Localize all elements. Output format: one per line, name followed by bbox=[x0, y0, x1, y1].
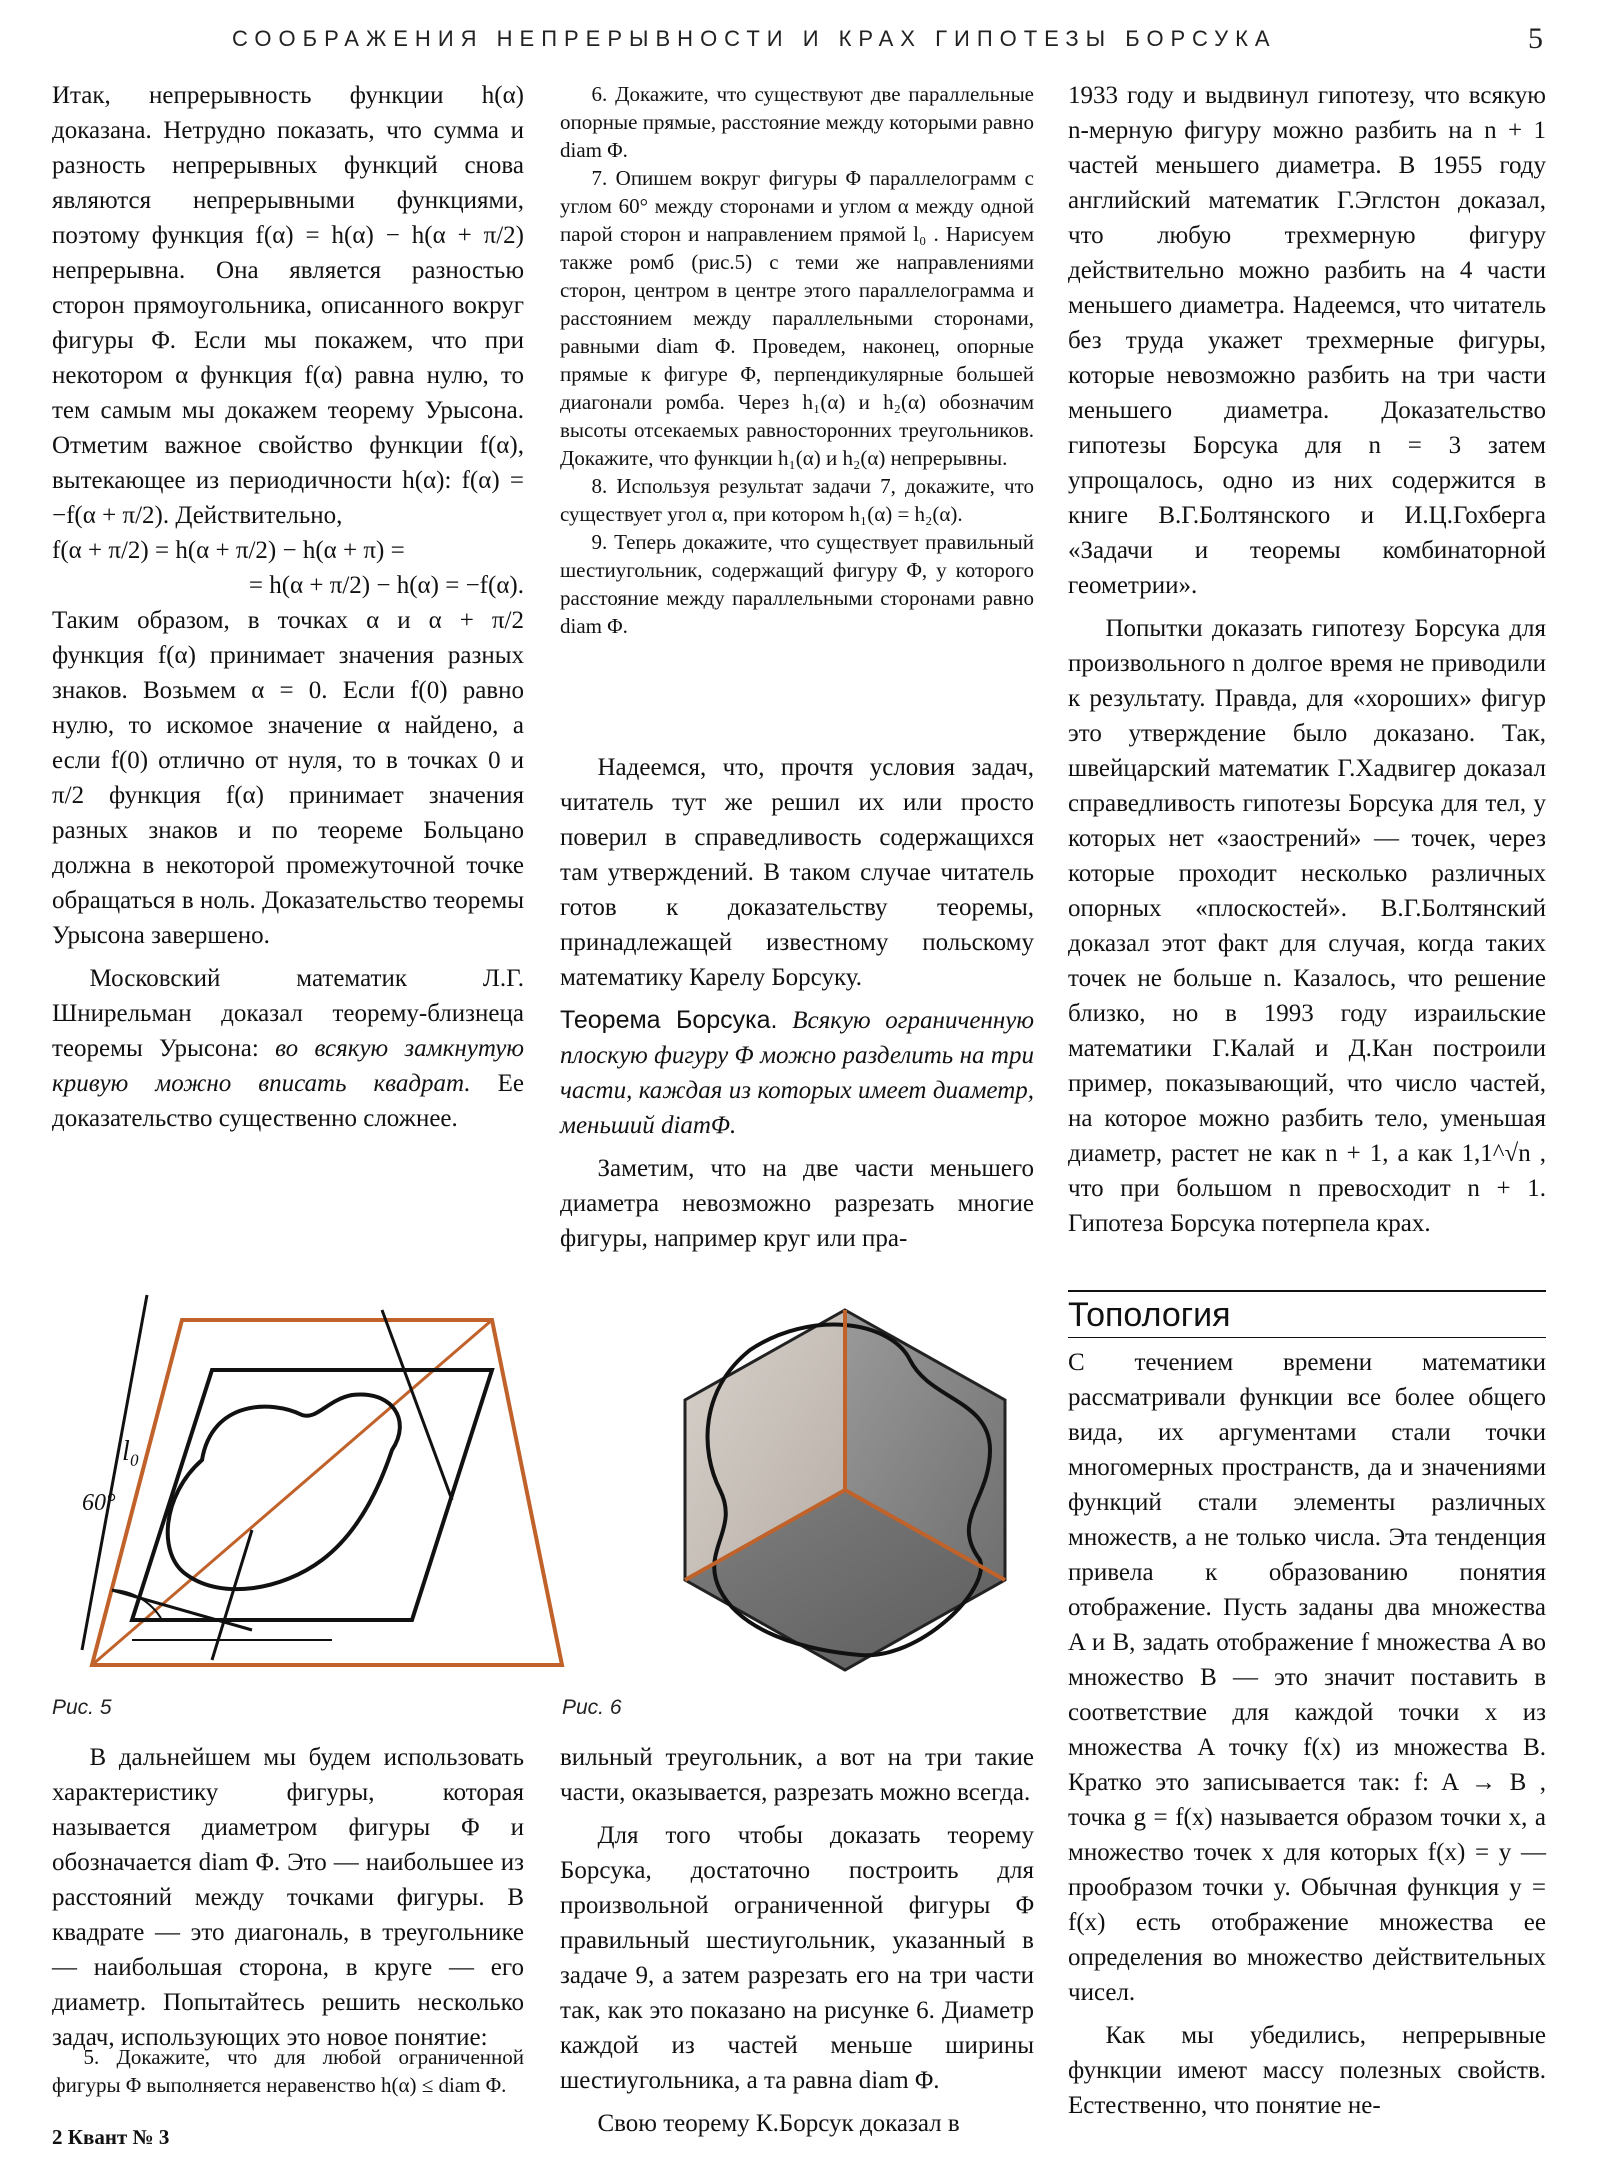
paragraph: Для того чтобы доказать теорему Борсука, достаточно построить для произвольной ограниченной фигуры Φ правильный шестиугольник, указанный в задаче 9, а затем разрезать его на три части так, как это показано на рисунке 6. Диаметр каждой из частей меньше ширины шестиугольника, а та равна diam Φ. bbox=[560, 1822, 1034, 2094]
text-span: Московский математик Л.Г. Шнирельман доказал теорему-близнеца теоремы Урысона: bbox=[52, 965, 524, 1062]
paragraph: вильный треугольник, а вот на три такие части, оказывается, разрезать можно всегда. bbox=[560, 1744, 1034, 1806]
running-title: СООБРАЖЕНИЯ НЕПРЕРЫВНОСТИ И КРАХ ГИПОТЕЗЫ БОРСУКА bbox=[232, 26, 1277, 51]
theorem-title: Теорема Борсука. bbox=[560, 1006, 778, 1034]
column-1-top bbox=[52, 78, 524, 1136]
caption-fig5: Рис. 5 bbox=[52, 1696, 112, 1719]
paragraph: Как мы убедились, непрерывные функции имеют массу полезных свойств. Естественно, что понятие не- bbox=[1068, 2022, 1546, 2119]
column-3-top bbox=[1068, 78, 1546, 1241]
formula-line: = h(α + π/2) − h(α) = −f(α). bbox=[248, 572, 524, 599]
figure-5 bbox=[52, 1290, 572, 1690]
paragraph: С течением времени математики рассматривали функции все более общего вида, их аргументами стали точки многомерных пространств, да и значениями функций стали элементы различных множеств, а не только числа. Эта тенденция привела к образованию понятия отображение. Пусть заданы два множества A и B, задать отображение f множества A во множество B — это значит поставить в соответствие для каждой точки x из множества A точку f(x) из множества B. Кратко это записывается так: f: A → B , точка g = f(x) называется образом точки x, а множество точек x для которых f(x) = y — прообразом точки y. Обычная функция y = f(x) есть отображение множества ее определения во множество действительных чисел. bbox=[1068, 1349, 1546, 2006]
paragraph: Надеемся, что, прочтя условия задач, читатель тут же решил их или просто поверил в справедливость содержащихся там утверждений. В таком случае читатель готов к доказательству теоремы, принадлежащей известному польскому математику Карелу Борсуку. bbox=[560, 754, 1034, 991]
theorem-text: Всякую ограниченную плоскую фигуру Φ можно разделить на три части, каждая из которых имеет диаметр, меньший diamΦ. bbox=[560, 1007, 1034, 1139]
problem-6: 6. Докажите, что существуют две параллельные опорные прямые, расстояние между которыми равно diam Φ. bbox=[560, 82, 1034, 162]
figure-phi bbox=[168, 1394, 400, 1589]
page-number: 5 bbox=[1528, 22, 1543, 55]
label-l0: l₀ bbox=[122, 1436, 140, 1467]
paragraph bbox=[52, 961, 524, 1136]
figure-6 bbox=[660, 1290, 1030, 1690]
paragraph: Таким образом, в точках α и α + π/2 функция f(α) принимает значения разных знаков. Возьмем α = 0. Если f(0) равно нулю, то искомое значение α найдено, а если f(0) отлично от нуля, то в точках 0 и π/2 функция f(α) принимает значения разных знаков и по теореме Больцано должна в некоторой промежуточной точке обращаться в ноль. Доказательство теоремы Урысона завершено. bbox=[52, 607, 524, 949]
footer: 2 Квант № 3 bbox=[52, 2125, 170, 2149]
label-angle: 60° bbox=[82, 1490, 116, 1516]
paragraph: 1933 году и выдвинул гипотезу, что всякую n-мерную фигуру можно разбить на n + 1 частей меньшего диаметра. В 1955 году английский математик Г.Эглстон доказал, что любую трехмерную фигуру действительно можно разбить на 4 части меньшего диаметра. Надеемся, что читатель без труда укажет трехмерные фигуры, которые невозможно разбить на три части меньшего диаметра. Доказательство гипотезы Борсука для n = 3 затем упрощалось, одно из них содержится в книге В.Г.Болтянского и И.Ц.Гохберга «Задачи и теоремы комбинаторной геометрии». bbox=[1068, 82, 1546, 599]
italic-statement: во всякую замкнутую кривую можно вписать квадрат. bbox=[52, 1035, 524, 1097]
paragraph: Попытки доказать гипотезу Борсука для произвольного n долгое время не приводили к результату. Правда, для «хороших» фигур это утверждение было доказано. Так, швейцарский математик Г.Хадвигер доказал справедливость гипотезы Борсука для тел, у которых нет «заострений» — точек, через которые проходит несколько различных опорных «плоскостей». В.Г.Болтянский доказал этот факт для случая, когда таких точек не больше n. Казалось, что решение близко, но в 1993 году израильские математики Г.Калай и Д.Кан построили пример, показывающий, что число частей, на которое можно разбить тело, уменьшая диаметр, растет не как n + 1, а как 1,1^√n , что при большом n превосходит n + 1. Гипотеза Борсука потерпела крах. bbox=[1068, 615, 1546, 1237]
caption-fig6: Рис. 6 bbox=[562, 1696, 622, 1719]
column-2-bottom bbox=[560, 1740, 1034, 2141]
text-span: Ее доказательство существенно сложнее. bbox=[52, 1070, 524, 1132]
problem-8: 8. Используя результат задачи 7, докажите, что существует угол α, при котором h₁(α) = h₂(α). bbox=[560, 474, 1034, 526]
running-header bbox=[0, 0, 1600, 80]
section-heading: Топология bbox=[1068, 1290, 1546, 1338]
paragraph: В дальнейшем мы будем использовать характеристику фигуры, которая называется диаметром фигуры Φ и обозначается diam Φ. Это — наибольшее из расстояний между точками фигуры. В квадрате — это диагональ, в треугольнике — наибольшая сторона, в круге — его диаметр. Попытайтесь решить несколько задач, использующих это новое понятие: bbox=[52, 1744, 524, 2051]
paragraph: Итак, непрерывность функции h(α) доказана. Нетрудно показать, что сумма и разность непрерывных функций снова являются непрерывными функциями, поэтому функция f(α) = h(α) − h(α + π/2) непрерывна. Она является разностью сторон прямоугольника, описанного вокруг фигуры Φ. Если мы покажем, что при некотором α функция f(α) равна нулю, то тем самым мы докажем теорему Урысона. Отметим важное свойство функции f(α), вытекающее из периодичности h(α): f(α) = −f(α + π/2). Действительно, bbox=[52, 82, 524, 529]
theorem bbox=[560, 1003, 1034, 1143]
column-1-bottom bbox=[52, 1740, 524, 2055]
problem-7: 7. Опишем вокруг фигуры Φ параллелограмм с углом 60° между сторонами и углом α между одной парой сторон и направлением прямой l₀ . Нарисуем также ромб (рис.5) с теми же направлениями сторон, центром в центре этого параллелограмма и расстоянием между параллельными сторонами, равными diam Φ. Проведем, наконец, опорные прямые к фигуре Φ, перпендикулярные большей диагонали ромба. Через h₁(α) и h₂(α) обозначим высоты отсекаемых равносторонних треугольников. Докажите, что функции h₁(α) и h₂(α) непрерывны. bbox=[560, 166, 1034, 470]
column-2-mid bbox=[560, 750, 1034, 1256]
paragraph: Свою теорему К.Борсук доказал в bbox=[597, 2110, 960, 2137]
column-3-bottom bbox=[1068, 1345, 1546, 2123]
problem-9: 9. Теперь докажите, что существует правильный шестиугольник, содержащий фигуру Φ, у которого расстояние между параллельными сторонами равно diam Φ. bbox=[560, 530, 1034, 638]
column-1-problem bbox=[52, 2043, 524, 2099]
formula-line: f(α + π/2) = h(α + π/2) − h(α + π) = bbox=[52, 537, 405, 564]
problem-5: 5. Докажите, что для любой ограниченной фигуры Φ выполняется неравенство h(α) ≤ diam Φ. bbox=[52, 2045, 524, 2097]
column-2-problems bbox=[560, 80, 1034, 640]
paragraph: Заметим, что на две части меньшего диаметра невозможно разрезать многие фигуры, например круг или пра- bbox=[560, 1155, 1034, 1252]
